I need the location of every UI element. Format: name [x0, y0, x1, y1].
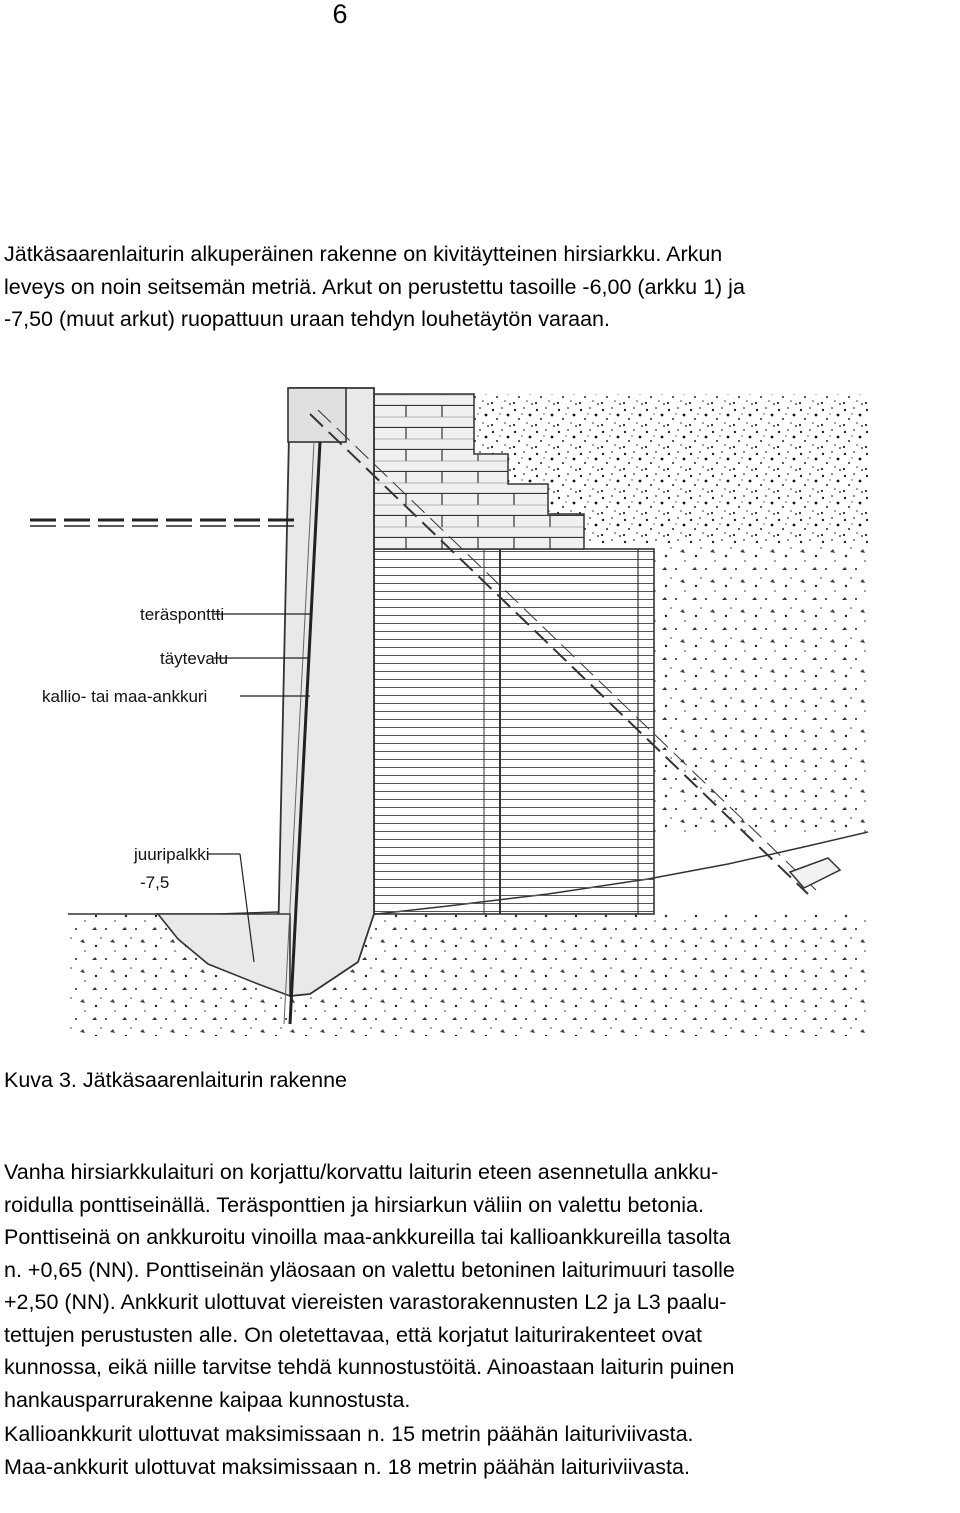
body-line: Vanha hirsiarkkulaituri on korjattu/korvattu laiturin eteen asennetulla ankku-: [4, 1160, 719, 1184]
cross-section-drawing: [28, 384, 868, 1036]
anchor-paragraph: [4, 1418, 956, 1483]
log-crib: [374, 549, 654, 914]
quay-wall-top: [288, 388, 346, 442]
intro-line: -7,50 (muut arkut) ruopattuun uraan tehdyn louhetäytön varaan.: [4, 307, 610, 331]
anchor-line: Kallioankkurit ulottuvat maksimissaan n. 15 metrin päähän laituriviivasta.: [4, 1422, 694, 1446]
label-sheet-pile: teräsponttti: [140, 605, 225, 624]
anchor-line: Maa-ankkurit ulottuvat maksimissaan n. 18 metrin päähän laituriviivasta.: [4, 1454, 690, 1479]
concrete-fill: [278, 388, 374, 996]
intro-line: Jätkäsaarenlaiturin alkuperäinen rakenne on kivitäytteinen hirsiarkku. Arkun: [4, 242, 723, 266]
intro-paragraph: [4, 238, 956, 336]
figure-caption: Kuva 3. Jätkäsaarenlaiturin rakenne: [4, 1068, 348, 1092]
label-fill-concrete: täytevalu: [160, 649, 229, 668]
body-paragraph: [4, 1156, 956, 1416]
body-line: +2,50 (NN). Ankkurit ulottuvat viereisten varastorakennusten L2 ja L3 paalu-: [4, 1290, 727, 1314]
label-anchor: kallio- tai maa-ankkuri: [42, 687, 208, 706]
body-line: hankausparrurakenne kaipaa kunnostusta.: [4, 1387, 411, 1412]
page-number: 6: [332, 0, 348, 29]
label-sill-beam: juuripalkki: [134, 845, 210, 864]
soil-backfill: [654, 544, 868, 834]
quay-cross-section-figure: [28, 384, 868, 1036]
body-line: tettujen perustusten alle. On oletettavaa, että korjatut laiturirakenteet ovat: [4, 1322, 702, 1347]
label-level: -7,5: [140, 873, 170, 892]
intro-line: leveys on noin seitsemän metriä. Arkut on perustettu tasoille -6,00 (arkku 1) ja: [4, 274, 745, 299]
body-line: n. +0,65 (NN). Ponttiseinän yläosaan on valettu betoninen laiturimuuri tasolle: [4, 1257, 735, 1282]
body-line: Ponttiseinä on ankkuroitu vinoilla maa-ankkureilla tai kallioankkureilla tasolta: [4, 1225, 731, 1249]
water-level-line: [30, 520, 300, 526]
body-line: kunnossa, eikä niille tarvitse tehdä kunnostustöitä. Ainoastaan laiturin puinen: [4, 1355, 735, 1379]
body-line: roidulla ponttiseinällä. Teräsponttien ja hirsiarkun väliin on valettu betonia.: [4, 1192, 704, 1217]
